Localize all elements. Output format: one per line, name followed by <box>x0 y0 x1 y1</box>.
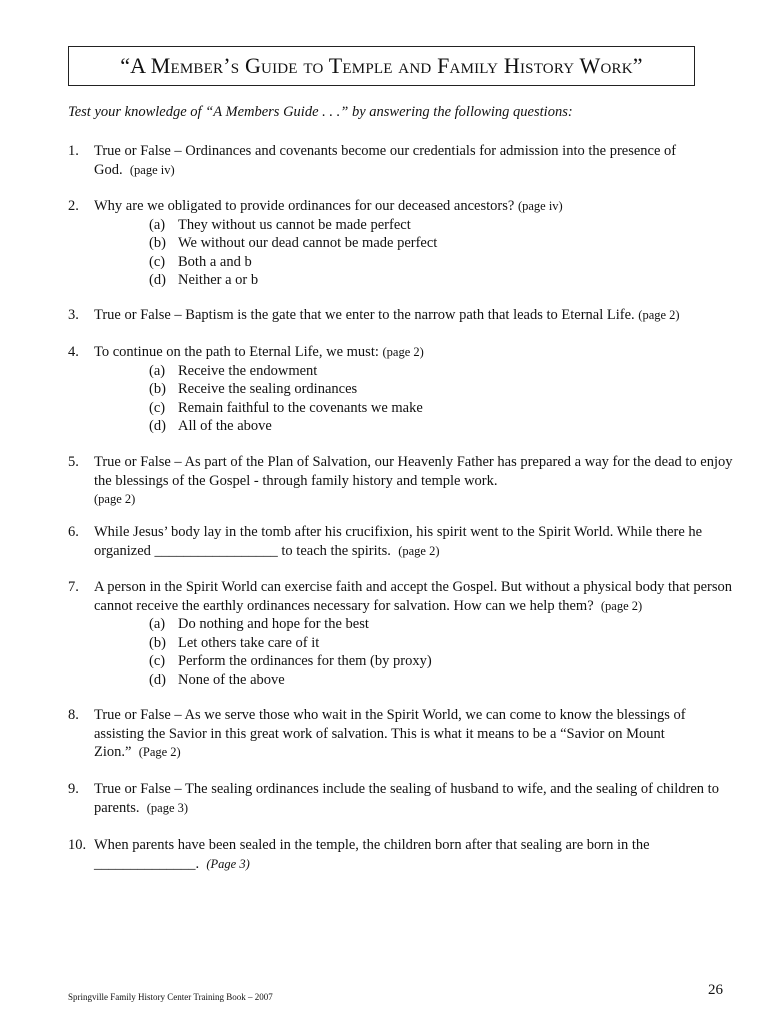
question-text: To continue on the path to Eternal Life, we must: <box>94 344 379 360</box>
page-reference: (Page 2) <box>138 745 181 759</box>
question-number: 10. <box>68 837 87 853</box>
question-text: Why are we obligated to provide ordinances for our deceased ancestors? <box>94 198 515 214</box>
question-text: A person in the Spirit World can exercise faith and accept the Gospel. But without a physical body that person cannot receive the earthly ordinances necessary for salvation. How can we help them? <box>94 579 733 614</box>
question-1 <box>68 142 733 179</box>
question-number: 7. <box>68 579 79 595</box>
question-5 <box>68 453 733 509</box>
question-number: 8. <box>68 707 79 723</box>
answer-option: (d) Neither a or b <box>149 272 259 288</box>
question-text: True or False – Ordinances and covenants become our credentials for admission into the presence of God. <box>94 143 677 178</box>
page-reference: (page 2) <box>638 308 680 322</box>
page-reference: (page 2) <box>600 598 643 613</box>
page-reference: (page 2) <box>398 543 440 558</box>
answer-option: (b) Let others take care of it <box>149 634 320 651</box>
answer-option: (b) Receive the sealing ordinances <box>149 381 358 397</box>
question-3 <box>68 306 733 325</box>
footer-text: Springville Family History Center Training Book – 2007 <box>68 992 273 1002</box>
question-number: 4. <box>68 344 79 360</box>
page-number: 26 <box>708 982 723 998</box>
question-text: While Jesus’ body lay in the tomb after his crucifixion, his spirit went to the Spirit World. While there he organized _________________ to teach the spirits. <box>94 524 703 559</box>
question-10 <box>68 836 733 873</box>
answer-option: (d) None of the above <box>149 671 285 688</box>
page-reference: (page 2) <box>94 492 136 506</box>
page-reference: (Page 3) <box>206 856 250 871</box>
question-number: 6. <box>68 524 79 540</box>
question-2 <box>68 197 733 290</box>
page-reference: (page iv) <box>129 162 175 177</box>
question-text: When parents have been sealed in the temple, the children born after that sealing are born in the ______________. <box>94 837 650 872</box>
question-text: True or False – The sealing ordinances include the sealing of husband to wife, and the sealing of children to parents. <box>94 781 719 816</box>
page-reference: (page iv) <box>517 199 563 213</box>
answer-option: (c) Perform the ordinances for them (by proxy) <box>149 653 432 669</box>
question-number: 9. <box>68 781 79 797</box>
page-reference: (page 3) <box>146 800 189 815</box>
question-text: True or False – As we serve those who wait in the Spirit World, we can come to know the blessings of assisting the Savior in this great work of salvation. This is what it means to be a “Savior on Mount Zion.” <box>94 707 686 760</box>
question-text: True or False – As part of the Plan of Salvation, our Heavenly Father has prepared a way for the dead to enjoy the blessings of the Gospel - through family history and temple work. <box>94 454 733 489</box>
question-7 <box>68 578 733 689</box>
answer-option: (a) They without us cannot be made perfect <box>149 216 411 233</box>
question-number: 1. <box>68 143 79 159</box>
question-text: True or False – Baptism is the gate that we enter to the narrow path that leads to Eternal Life. <box>94 307 635 323</box>
answer-option: (d) All of the above <box>149 418 272 434</box>
question-4 <box>68 343 733 436</box>
question-number: 3. <box>68 307 79 323</box>
page-reference: (page 2) <box>382 345 424 359</box>
answer-option: (c) Both a and b <box>149 253 252 270</box>
intro-text: Test your knowledge of “A Members Guide . . .” by answering the following questions: <box>68 104 573 120</box>
page-title: “A Member’s Guide to Temple and Family History Work” <box>68 46 695 86</box>
question-8 <box>68 706 733 762</box>
question-number: 2. <box>68 198 79 214</box>
question-number: 5. <box>68 454 79 470</box>
answer-option: (a) Receive the endowment <box>149 362 318 379</box>
question-6 <box>68 523 733 560</box>
question-9 <box>68 780 733 817</box>
answer-option: (a) Do nothing and hope for the best <box>149 616 369 632</box>
answer-option: (b) We without our dead cannot be made perfect <box>149 235 438 251</box>
answer-option: (c) Remain faithful to the covenants we make <box>149 399 423 416</box>
